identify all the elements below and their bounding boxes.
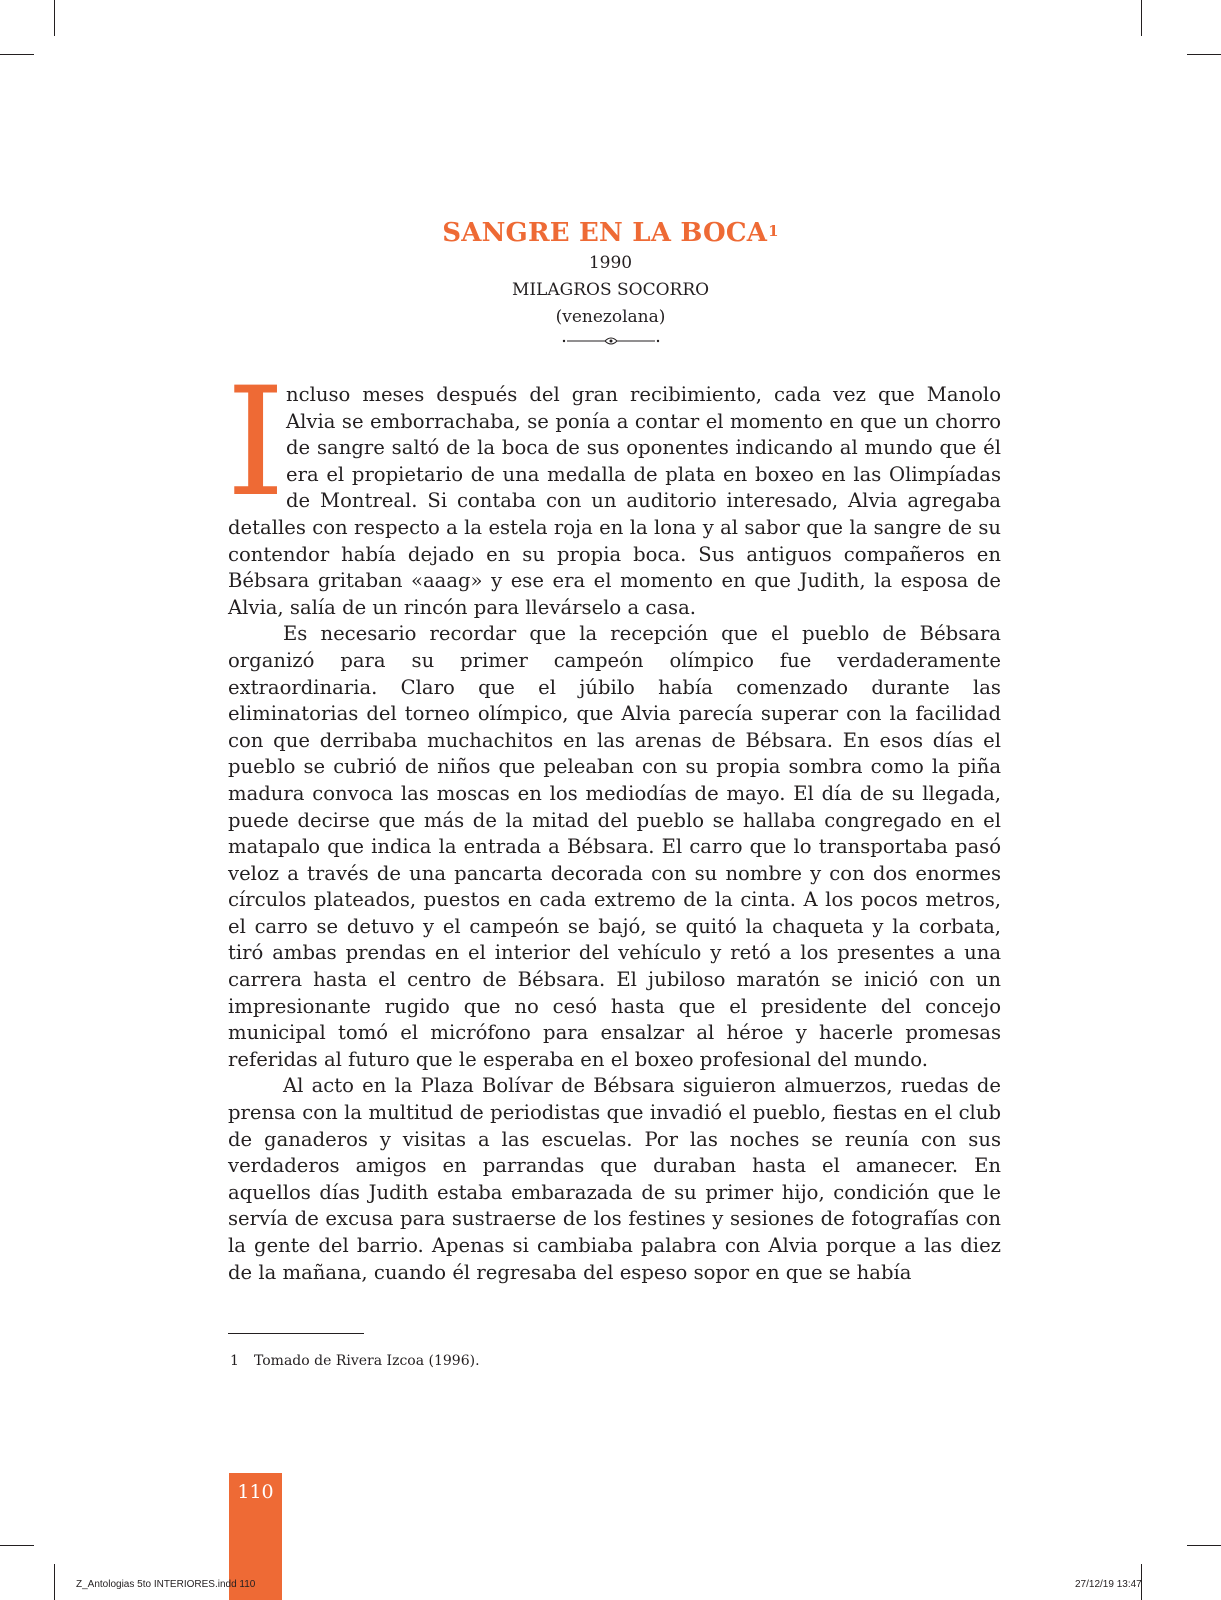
crop-mark-top-right-h (1187, 54, 1221, 55)
footnote-rule (228, 1333, 364, 1334)
author-nationality: (venezolana) (555, 307, 666, 327)
page-number: 110 (237, 1481, 274, 1503)
crop-mark-top-right (1141, 0, 1142, 36)
paragraph-1 (226, 356, 1001, 621)
story-title (0, 216, 1221, 250)
story-body (226, 356, 1001, 1286)
ornament-divider-icon (561, 335, 661, 347)
footnote (230, 1351, 480, 1371)
slug-filename: Z_Antologias 5to INTERIORES.indd 110 (76, 1579, 256, 1590)
paragraph-3: Al acto en la Plaza Bolívar de Bébsara siguieron almuerzos, ruedas de prensa con la multitud de periodistas que invadió el pueblo, fiestas en el club de ganaderos y visitas a las escuelas. Por las noches se reunía con sus verdaderos amigos en parrandas que duraban hasta el amanecer. En aquellos días Judith estaba embarazada de su primer hijo, condición que le servía de excusa para sustraerse de los festines y sesiones de fotografías con la gente del barrio. Apenas si cambiaba palabra con Alvia porque a las diez de la mañana, cuando él regresaba del espeso sopor en que se había (228, 1074, 1001, 1284)
drop-cap: I (226, 356, 286, 530)
story-year: 1990 (588, 253, 633, 273)
paragraph-2: Es necesario recordar que la recepción que el pueblo de Bébsara organizó para su primer campeón olímpico fue verdaderamente extraordinaria. Claro que el júbilo había comenzado durante las eliminatorias del torneo olímpico, que Alvia parecía superar con la facilidad con que derribaba muchachitos en las arenas de Bébsara. En esos días el pueblo se cubrió de niños que peleaban con su propia sombra como la piña madura convoca las moscas en los mediodías de mayo. El día de su llegada, puede decirse que más de la mitad del pueblo se hallaba congregado en el matapalo que indica la entrada a Bébsara. El carro que lo transportaba pasó veloz a través de una pancarta decorada con su nombre y con dos enormes círculos plateados, puestos en cada extremo de la cinta. A los pocos metros, el carro se detuvo y el campeón se bajó, se quitó la chaqueta y la corbata, tiró ambas prendas en el interior del vehículo y retó a los presentes a una carrera hasta el centro de Bébsara. El jubiloso maratón se inició con un impresionante rugido que no cesó hasta que el presidente del concejo municipal tomó el micrófono para ensalzar al héroe y hacerle promesas referidas al futuro que le esperaba en el boxeo profesional del mundo. (228, 622, 1001, 1071)
crop-mark-bottom-left-h (0, 1545, 34, 1546)
story-header (0, 216, 1221, 347)
footnote-text: Tomado de Rivera Izcoa (1996). (254, 1353, 480, 1369)
title-footnote-marker: 1 (768, 222, 779, 240)
title-text: SANGRE EN LA BOCA (442, 218, 768, 248)
story-author: MILAGROS SOCORRO (511, 280, 710, 300)
footnote-number: 1 (230, 1353, 239, 1369)
crop-mark-bottom-right-h (1187, 1545, 1221, 1546)
crop-mark-top-left-h (0, 54, 34, 55)
paragraph-1-text: ncluso meses después del gran recibimiento, cada vez que Manolo Alvia se emborrachaba, se ponía a contar el momento en que un chorro de sangre saltó de la boca de sus oponentes indicando al mundo que él era el propietario de una medalla de plata en boxeo en las Olimpíadas de Montreal. Si contaba con un auditorio interesado, Alvia agregaba detalles con respecto a la estela roja en la lona y al sabor que la sangre de su contendor había dejado en su propia boca. Sus antiguos compañeros en Bébsara gritaban «aaag» y ese era el momento en que Judith, la esposa de Alvia, salía de un rincón para llevárselo a casa. (228, 383, 1001, 619)
crop-mark-bottom-left (54, 1564, 55, 1600)
slug-timestamp: 27/12/19 13:47 (1075, 1579, 1142, 1590)
crop-mark-top-left (54, 0, 55, 36)
